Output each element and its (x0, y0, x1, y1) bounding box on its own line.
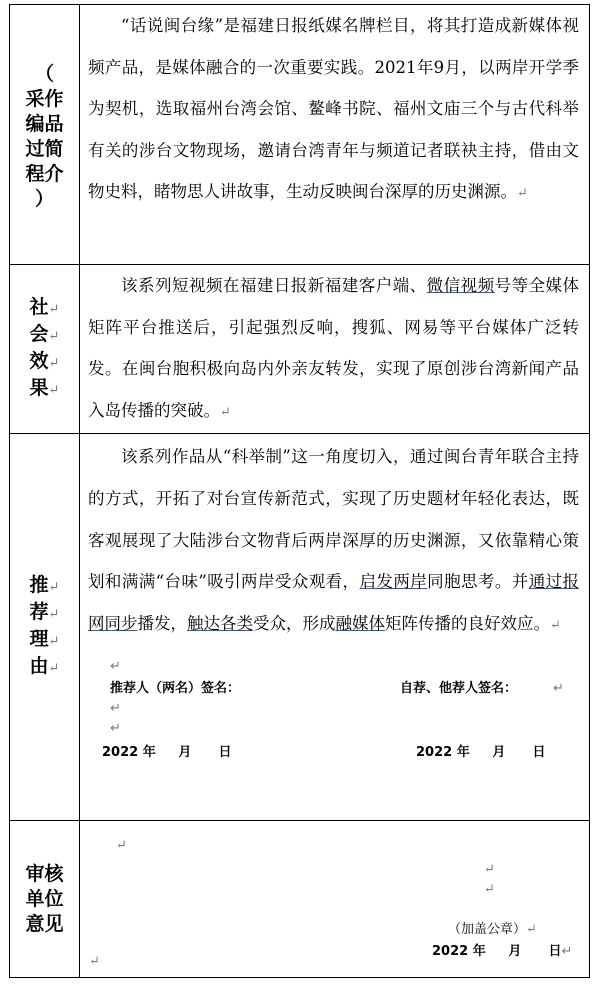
label-line: 社↵ (29, 296, 60, 319)
label-line: 程介 (25, 162, 64, 185)
row-effect (10, 265, 590, 434)
row-process (10, 5, 590, 265)
label-line: 审核 (25, 862, 64, 885)
recommender-signature-label: 推荐人（两名）签名： (110, 681, 241, 697)
paragraph-mark-icon: ↵ (110, 721, 121, 737)
form-table (9, 4, 590, 978)
reason-paragraph (88, 436, 579, 646)
label-line: 由↵ (29, 655, 60, 678)
label-line: 会↵ (29, 323, 60, 346)
reason-text: 该系列作品从“科举制”这一角度切入，通过闽台青年联合主持的方式，开拓了对台宣传新范式，实现了历史题材年轻化表达，既客观展现了大陆涉台文物背后两岸深厚的历史渊源，又依靠精心策划和满满“台味”吸引两岸受众观看， (88, 447, 579, 592)
self-recommender-signature-label: 自荐、他荐人签名： (400, 681, 518, 697)
reason-underlined-text: 通过报网同步 (88, 572, 580, 633)
paragraph-mark-icon: ↵ (110, 701, 121, 717)
content-process (80, 5, 590, 265)
label-effect (10, 265, 80, 434)
paragraph-mark-icon: ↵ (553, 681, 564, 697)
effect-paragraph (88, 265, 579, 433)
audit-date-line (432, 931, 572, 973)
recommendation-form (9, 4, 590, 978)
label-reason (10, 434, 80, 821)
reason-text: 同胞思考。并 (427, 572, 529, 592)
label-line: 推↵ (29, 574, 60, 597)
label-process (10, 5, 80, 265)
effect-text: 该系列短视频在福建日报新福建客户端、 (121, 276, 427, 295)
content-audit (80, 821, 590, 978)
content-reason (80, 434, 590, 821)
effect-underlined-text: 微信视频 (426, 276, 495, 295)
label-line: 效↵ (29, 350, 60, 373)
label-line: 编品 (25, 112, 64, 135)
signature-area (88, 646, 579, 766)
label-line: （ (34, 62, 54, 85)
label-audit (10, 821, 80, 978)
self-recommender-date: 2022 年 月 日 (416, 745, 546, 761)
paragraph-mark-icon: ↵ (89, 954, 100, 969)
label-line: 单位 (25, 887, 64, 910)
paragraph-mark-icon: ↵ (517, 186, 528, 202)
recommender-date: 2022 年 月 日 (102, 745, 232, 761)
paragraph-mark-icon: ↵ (220, 404, 231, 420)
seal-text: （加盖公章） (448, 922, 527, 938)
label-line: 过简 (25, 137, 64, 160)
paragraph-mark-icon: ↵ (561, 944, 573, 960)
process-paragraph (88, 5, 579, 215)
row-reason (10, 434, 590, 821)
paragraph-mark-icon: ↵ (526, 922, 537, 938)
paragraph-mark-icon: ↵ (484, 882, 495, 898)
paragraph-mark-icon: ↵ (110, 659, 121, 675)
effect-text: 号等全媒体矩阵平台推送后，引起强烈反响，搜狐、网易等平台媒体广泛转发。在闽台胞积极向岛内外亲友转发，实现了原创涉台湾新闻产品入岛传播的突破。 (88, 276, 580, 420)
content-effect (80, 265, 590, 434)
audit-date: 2022 年 月 日 (432, 944, 562, 960)
reason-underlined-text: 启发两岸 (359, 572, 428, 592)
paragraph-mark-icon: ↵ (484, 862, 495, 878)
label-line: 荐↵ (29, 601, 60, 624)
paragraph-mark-icon: ↵ (550, 617, 561, 633)
reason-text: 播发， (137, 613, 187, 633)
label-line: ） (34, 187, 54, 210)
reason-text: 矩阵传播的良好效应。 (385, 613, 550, 633)
process-text: “话说闽台缘”是福建日报纸媒名牌栏目，将其打造成新媒体视频产品，是媒体融合的一次重要实践。2021年9月，以两岸开学季为契机，选取福州台湾会馆、鳌峰书院、福州文庙三个与古代科举有关的涉台文物现场，邀请台湾青年与频道记者联袂主持，借由文物史料，睹物思人讲故事，生动反映闽台深厚的历史渊源。 (88, 16, 579, 202)
label-line: 理↵ (29, 628, 60, 651)
label-line: 采作 (25, 87, 64, 110)
reason-underlined-text: 融媒体 (335, 613, 385, 633)
label-line: 果↵ (29, 377, 60, 400)
paragraph-mark-icon: ↵ (116, 838, 127, 854)
label-line: 意见 (25, 912, 64, 935)
reason-text: 受众，形成 (253, 613, 336, 633)
reason-underlined-text: 触达各类 (187, 613, 253, 633)
audit-area (88, 821, 579, 977)
